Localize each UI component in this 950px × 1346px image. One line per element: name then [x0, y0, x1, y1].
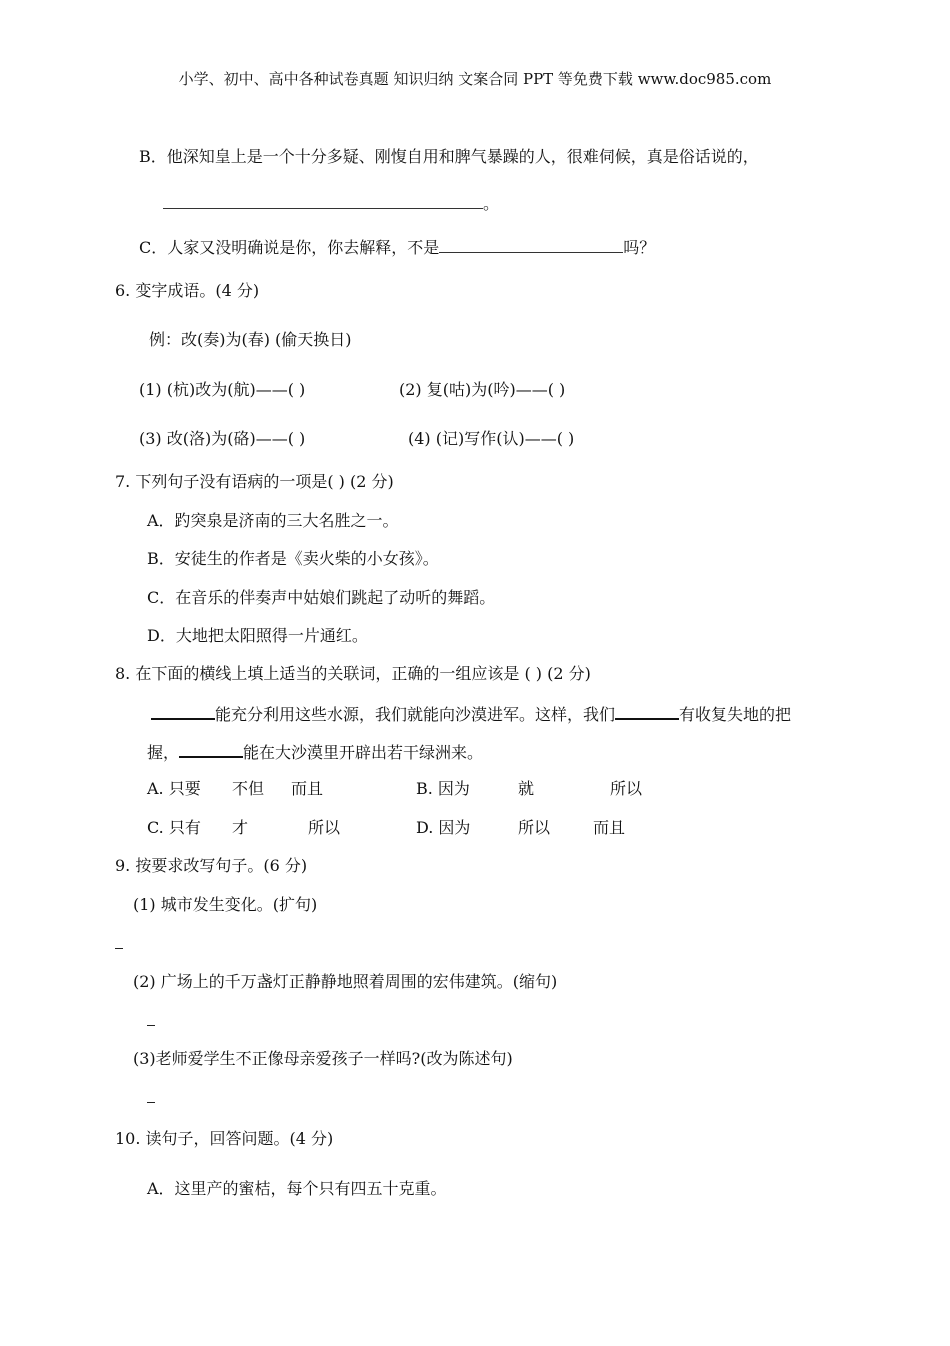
q8-option-d-word-2: 所以 [518, 818, 551, 837]
answer-line-2[interactable] [147, 1025, 155, 1026]
answer-blank[interactable] [151, 702, 215, 720]
q8-option-c-word-2: 才 [232, 818, 249, 837]
q6-title: 6. 变字成语。(4 分) [115, 281, 260, 300]
q6-example: 例：改(奏)为(春) (偷天换日) [149, 330, 352, 349]
q8-option-b-word-3: 所以 [610, 779, 643, 798]
q8-option-d-label: D. 因为 [416, 818, 471, 837]
q9-sentence-2: (2) 广场上的千万盏灯正静静地照着周围的宏伟建筑。(缩句) [133, 972, 558, 991]
q8-option-a-word-2: 不但 [232, 779, 265, 798]
answer-blank[interactable] [439, 236, 623, 253]
q8-option-a-word-3: 而且 [291, 779, 324, 798]
q10-title: 10. 读句子，回答问题。(4 分) [115, 1129, 334, 1148]
q6-item-3: (3) 改(洛)为(硌)——( ) [139, 429, 306, 448]
answer-line-1[interactable] [115, 948, 123, 949]
q7-option-d: D．大地把太阳照得一片通红。 [147, 626, 368, 645]
q7-title: 7. 下列句子没有语病的一项是( ) (2 分) [115, 472, 394, 491]
q5-option-c: C．人家又没明确说是你，你去解释，不是 吗？ [139, 238, 656, 257]
q8-passage-line-2: 握， 能在大沙漠里开辟出若干绿洲来。 [147, 740, 483, 764]
page-header: 小学、初中、高中各种试卷真题 知识归纳 文案合同 PPT 等免费下载 www.doc985.com [178, 70, 772, 88]
q8-option-a-label: A. 只要 [147, 779, 201, 798]
answer-blank[interactable] [163, 192, 483, 209]
q5-option-b-answer: 。 [163, 192, 499, 215]
q7-option-c: C．在音乐的伴奏声中姑娘们跳起了动听的舞蹈。 [147, 588, 496, 607]
q8-option-d-word-3: 而且 [593, 818, 626, 837]
q8-option-c-label: C. 只有 [147, 818, 201, 837]
answer-line-3[interactable] [147, 1102, 155, 1103]
q8-option-b-label: B. 因为 [416, 779, 470, 798]
q7-option-a: A．趵突泉是济南的三大名胜之一。 [147, 511, 399, 530]
q8-passage-line-1: 能充分利用这些水源，我们就能向沙漠进军。这样，我们 有收复失地的把 [151, 702, 791, 726]
q6-item-4: (4) (记)写作(认)——( ) [408, 429, 575, 448]
q6-item-1: (1) (杭)改为(航)——( ) [139, 380, 306, 399]
q9-title: 9. 按要求改写句子。(6 分) [115, 856, 308, 875]
q8-title: 8. 在下面的横线上填上适当的关联词，正确的一组应该是 ( ) (2 分) [115, 664, 591, 683]
q9-sentence-1: (1) 城市发生变化。(扩句) [133, 895, 318, 914]
answer-blank[interactable] [179, 740, 243, 758]
q5-option-b-text: B．他深知皇上是一个十分多疑、刚愎自用和脾气暴躁的人，很难伺候，真是俗话说的， [139, 147, 759, 166]
q8-option-c-word-3: 所以 [308, 818, 341, 837]
answer-blank[interactable] [615, 702, 679, 720]
q9-sentence-3: (3)老师爱学生不正像母亲爱孩子一样吗?(改为陈述句) [133, 1049, 513, 1068]
q6-item-2: (2) 复(咕)为(吟)——( ) [399, 380, 566, 399]
q8-option-b-word-2: 就 [518, 779, 535, 798]
q10-sentence-a: A．这里产的蜜桔，每个只有四五十克重。 [147, 1179, 447, 1198]
q7-option-b: B．安徒生的作者是《卖火柴的小女孩》。 [147, 549, 439, 568]
